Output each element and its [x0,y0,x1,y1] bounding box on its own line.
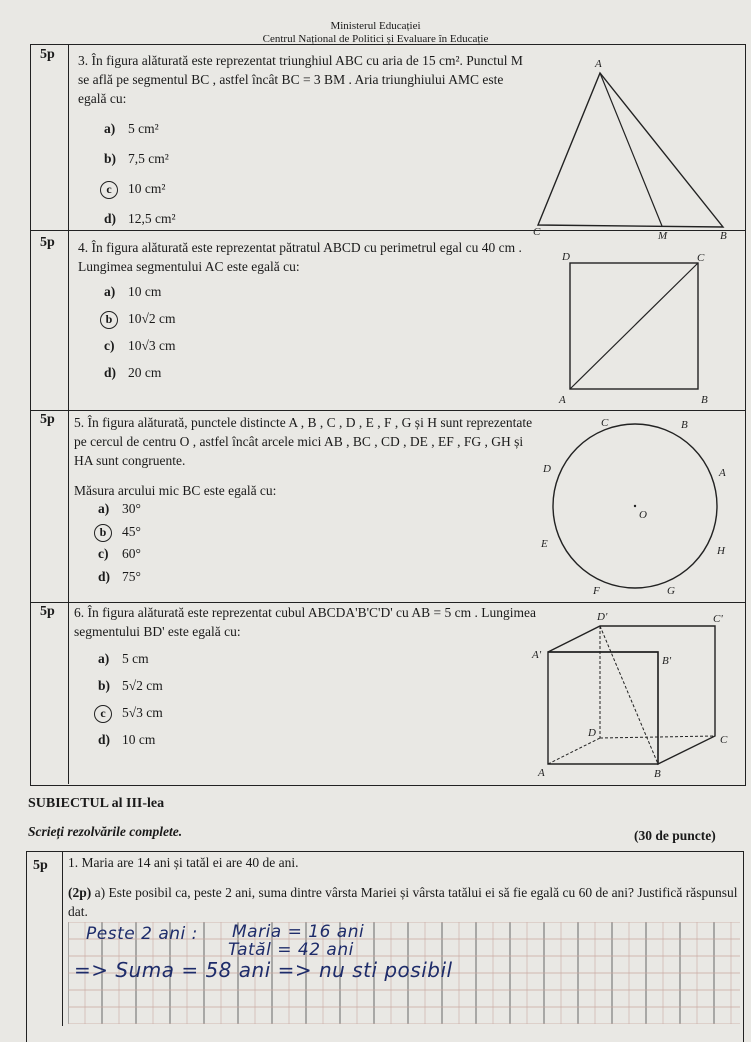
q6-option[interactable] [98,651,149,667]
option-value: 7,5 cm² [128,151,169,166]
option-letter: a) [104,284,116,299]
cube-figure [530,608,740,780]
p1-text: 1. Maria are 14 ani și tatăl ei are 40 de ani. [68,855,299,870]
option-letter [98,705,122,723]
hidden-edge-ad [548,738,600,764]
label-b: B [654,768,661,780]
label-g: G [667,585,675,597]
q5-option[interactable] [98,501,141,517]
q4-text: 4. În figura alăturată este reprezentat pătratul ABCD cu perimetrul egal cu 40 cm . Lungimea segmentului AC este egală cu: [78,240,522,274]
option-value: 5 cm [122,651,149,666]
label-c: C [601,417,609,429]
selected-circle: c [100,181,118,199]
q5-option[interactable] [98,569,141,585]
q4-option[interactable] [104,338,176,354]
sub-text: a) Este posibil ca, peste 2 ani, suma dintre vârsta Mariei și vârsta tatălui ei să fie egală cu 60 de ani? Justifică răspunsul dat. [68,885,738,919]
circle-figure [535,414,735,600]
label-a: A [538,767,545,779]
option-value: 5 cm² [128,121,159,136]
option-value: 30° [122,501,141,516]
option-letter [104,311,128,329]
row-divider [30,410,746,411]
label-d: D [562,251,570,263]
label-b1: B' [662,655,672,667]
option-value: 75° [122,568,141,584]
label-a: A [595,58,602,70]
center-point [634,505,636,507]
q5-option[interactable] [98,524,141,542]
q5-text2: Măsura arcului mic BC este egală cu: [74,483,277,498]
option-letter: a) [98,501,110,516]
q6-points: 5p [40,604,55,619]
option-value: 45° [122,523,141,539]
q5-points: 5p [40,412,55,427]
option-value: 5√2 cm [122,678,163,693]
ministry-name: Ministerul Educației [330,20,421,32]
option-value: 10 cm² [128,181,166,196]
option-value: 12,5 cm² [128,211,176,226]
section-points: (30 de puncte) [634,828,716,843]
p1-subquestion [68,883,738,921]
q3-option[interactable] [104,121,159,137]
q4-option[interactable] [104,365,161,381]
handwritten-line-1: Peste 2 ani : [86,924,198,944]
q6-option[interactable] [98,678,163,694]
selected-circle: b [94,524,112,542]
q3-option[interactable] [104,181,165,199]
label-c: C [533,226,541,238]
option-letter: c) [98,546,109,561]
q6-text: 6. În figura alăturată este reprezentat cubul ABCDA'B'C'D' cu AB = 5 cm . Lungimea segmentului BD' este egală cu: [74,605,536,639]
label-c1: C' [713,613,723,625]
option-value: 20 cm [128,365,162,380]
points-column-divider [62,851,63,1026]
label-e: E [541,538,548,550]
label-a: A [559,394,566,406]
p1-points: 5p [33,858,48,873]
option-letter: a) [98,651,110,666]
handwritten-sum: => Suma = 58 ani => nu sti posibil [74,958,453,982]
q3-option[interactable] [104,151,169,167]
option-value: 10√2 cm [128,311,176,326]
option-value: 10 cm [128,284,162,299]
option-letter: d) [104,365,117,380]
triangle-figure [530,55,740,245]
label-c: C [697,252,705,264]
q3-option[interactable] [104,211,176,227]
segment-bd1 [600,626,658,764]
label-a: A [719,467,726,479]
option-letter [98,524,122,542]
label-b: B [720,230,727,242]
label-h: H [717,545,725,557]
section-instructions: Scrieți rezolvările complete. [28,824,183,839]
option-letter: b) [98,678,111,693]
label-f: F [593,585,600,597]
section-title: SUBIECTUL al III-lea [28,796,165,811]
label-a1: A' [532,649,542,661]
q4-points: 5p [40,235,55,250]
q5-text: 5. În figura alăturată, punctele distincte A , B , C , D , E , F , G și H sunt reprezentate pe cercul de centru O , astfel încât arcele mici AB , BC , CD , DE , EF , FG , GH și HA sunt congruente. [74,415,533,468]
sub-points: (2p) [68,885,92,900]
option-letter [104,181,128,199]
label-b: B [681,419,688,431]
option-letter: c) [104,338,115,353]
handwritten-maria: Maria = 16 ani [232,922,365,942]
q6-option[interactable] [98,732,155,748]
cube-front-face [548,652,658,764]
option-letter: d) [98,568,111,584]
q5-option[interactable] [98,546,141,562]
option-value: 5√3 cm [122,705,163,720]
option-value: 10√3 cm [128,338,176,353]
center-name: Centrul Național de Politici și Evaluare în Educație [262,33,489,45]
selected-circle: c [94,705,112,723]
option-letter: b) [104,151,117,166]
segment-am [600,73,662,226]
selected-circle: b [100,311,118,329]
q4-option[interactable] [104,284,161,300]
diagonal-ac [570,263,698,389]
option-value: 60° [122,546,141,561]
option-letter: d) [104,211,117,226]
label-o: O [639,509,647,521]
label-m: M [658,230,668,242]
option-letter: d) [98,732,111,747]
option-value: 10 cm [122,732,156,747]
q4-option[interactable] [104,311,176,329]
label-b: B [701,394,708,406]
label-d: D [588,727,596,739]
square-figure [555,248,725,408]
cube-back-edges [548,626,715,764]
label-d: D [543,463,551,475]
handwritten-tatal: Tatăl = 42 ani [228,940,354,960]
label-d1: D' [597,611,608,623]
option-letter: a) [104,121,116,136]
q3-points: 5p [40,47,55,62]
q6-option[interactable] [98,705,163,723]
q3-text: 3. În figura alăturată este reprezentat triunghiul ABC cu aria de 15 cm². Punctul M se află pe segmentul BC , astfel încât BC = 3 BM . Aria triunghiului AMC este egală cu: [78,53,523,106]
points-column-divider [68,44,69,784]
triangle-abc [538,73,723,227]
label-c: C [720,734,728,746]
